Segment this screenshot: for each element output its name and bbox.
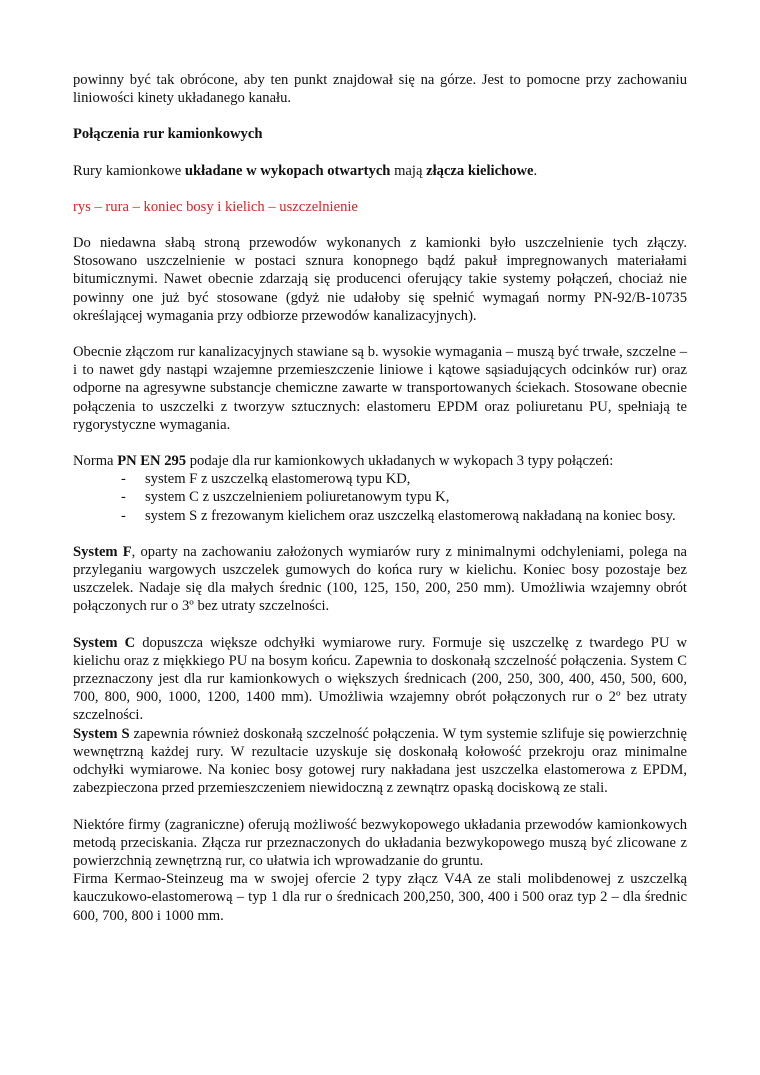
- list-item: [73, 470, 687, 488]
- text-run: dopuszcza większe odchyłki wymiarowe rury. Formuje się uszczelkę z twardego PU w kielichu oraz z miękkiego PU na bosym końcu. Zapewnia to doskonałą szczelność połączenia. System C przeznaczony jest dla rur kamionkowych o większych średnicach (200, 250, 300, 400, 450, 500, 600, 700, 800, 900, 1000, 1200, 1400 mm). Umożliwia wzajemny obrót połączonych rur o 2º bez utraty szczelności.: [73, 634, 687, 724]
- paragraph-firma: Firma Kermao-Steinzeug ma w swojej ofercie 2 typy złącz V4A ze stali molibdenowej z uszczelką kauczukowo-elastomerową – typ 1 dla rur o średnicach 200,250, 300, 400 i 500 oraz typ 2 – dla średnic 600, 700, 800 i 1000 mm.: [73, 871, 687, 924]
- text-run: Rury kamionkowe: [73, 162, 185, 179]
- paragraph-kamionkowe: [73, 162, 687, 180]
- text-run: .: [533, 162, 538, 179]
- figure-note: rys – rura – koniec bosy i kielich – uszczelnienie: [73, 198, 358, 215]
- paragraph-norma: [73, 452, 687, 470]
- paragraph-system-c: [73, 634, 687, 725]
- list-item: [73, 507, 687, 525]
- list-item: [73, 488, 687, 506]
- text-run: podaje dla rur kamionkowych układanych w wykopach 3 typy połączeń:: [186, 453, 614, 470]
- list-dash: -: [121, 489, 126, 506]
- bold-run: System C: [73, 634, 136, 651]
- bold-run: układane w wykopach otwartych: [184, 162, 391, 179]
- bold-run: System F: [73, 543, 132, 560]
- paragraph-requirements: Obecnie złączom rur kanalizacyjnych stawiane są b. wysokie wymagania – muszą być trwałe, szczelne – i to nawet gdy nastąpi wzajemne przemieszczenie liniowe i kątowe sąsiadujących odcinków rur) oraz odporne na agresywne substancje chemiczne zawarte w transportowanych ściekach. Stosowane obecnie połączenia to uszczelki z tworzyw sztucznych: elastomeru EPDM oraz poliuretanu PU, spełniają te rygorystyczne wymagania.: [73, 344, 687, 433]
- paragraph-intro: powinny być tak obrócone, aby ten punkt znajdował się na górze. Jest to pomocne przy zachowaniu liniowości kinety układanego kanału.: [73, 72, 687, 107]
- joint-types-list: [73, 470, 687, 525]
- list-item-text: system C z uszczelnieniem poliuretanowym typu K,: [145, 489, 450, 506]
- list-item-text: system S z frezowanym kielichem oraz uszczelką elastomerową nakładaną na koniec bosy.: [145, 507, 676, 524]
- paragraph-system-s: [73, 725, 687, 798]
- text-run: Norma: [73, 453, 118, 470]
- paragraph-system-f: [73, 543, 687, 616]
- document-body: [73, 71, 687, 925]
- list-dash: -: [121, 471, 126, 488]
- text-run: , oparty na zachowaniu założonych wymiarów rury z minimalnymi odchyleniami, polega na przyleganiu wargowych uszczelek gumowych do końca rury w kielichu. Koniec bosy pozostaje bez uszczelek. Nadaje się dla małych średnic (100, 125, 150, 200, 250 mm). Umożliwia wzajemny obrót połączonych rur o 3º bez utraty szczelności.: [73, 543, 687, 615]
- list-dash: -: [121, 507, 126, 524]
- paragraph-history: Do niedawna słabą stroną przewodów wykonanych z kamionki było uszczelnienie tych złączy. Stosowano uszczelnienie w postaci sznura konopnego bądź pakuł impregnowanych materiałami bitumicznymi. Nawet obecnie zdarzają się producenci oferujący takie systemy połączeń, chociaż nie powinny one już być stosowane (gdyż nie udałoby się spełnić wymagań normy PN-92/B-10735 określającej wymagania przy odbiorze przewodów kanalizacyjnych).: [73, 235, 687, 324]
- bold-run: złącza kielichowe: [426, 162, 534, 179]
- text-run: mają: [390, 162, 427, 179]
- text-run: zapewnia również doskonałą szczelność połączenia. W tym systemie szlifuje się powierzchnię wewnętrzną każdej rury. W rezultacie uzyskuje się doskonałą kołowość przekroju oraz minimalne odchyłki wymiarowe. Na koniec bosy gotowej rury nakładana jest uszczelka elastomerowa z EPDM, zabezpieczona przed przemieszczeniem niewidoczną z zewnątrz opaską dociskową ze stali.: [73, 725, 687, 797]
- section-heading: Połączenia rur kamionkowych: [73, 126, 263, 143]
- list-item-text: system F z uszczelką elastomerową typu KD,: [145, 471, 411, 488]
- paragraph-trenchless: Niektóre firmy (zagraniczne) oferują możliwość bezwykopowego układania przewodów kamionkowych metodą przeciskania. Złącza rur przeznaczonych do układania bezwykopowego muszą być zlicowane z powierzchnią zewnętrzną rur, co ułatwia ich wprowadzanie do gruntu.: [73, 816, 687, 869]
- bold-run: PN EN 295: [117, 453, 187, 470]
- bold-run: System S: [73, 725, 130, 742]
